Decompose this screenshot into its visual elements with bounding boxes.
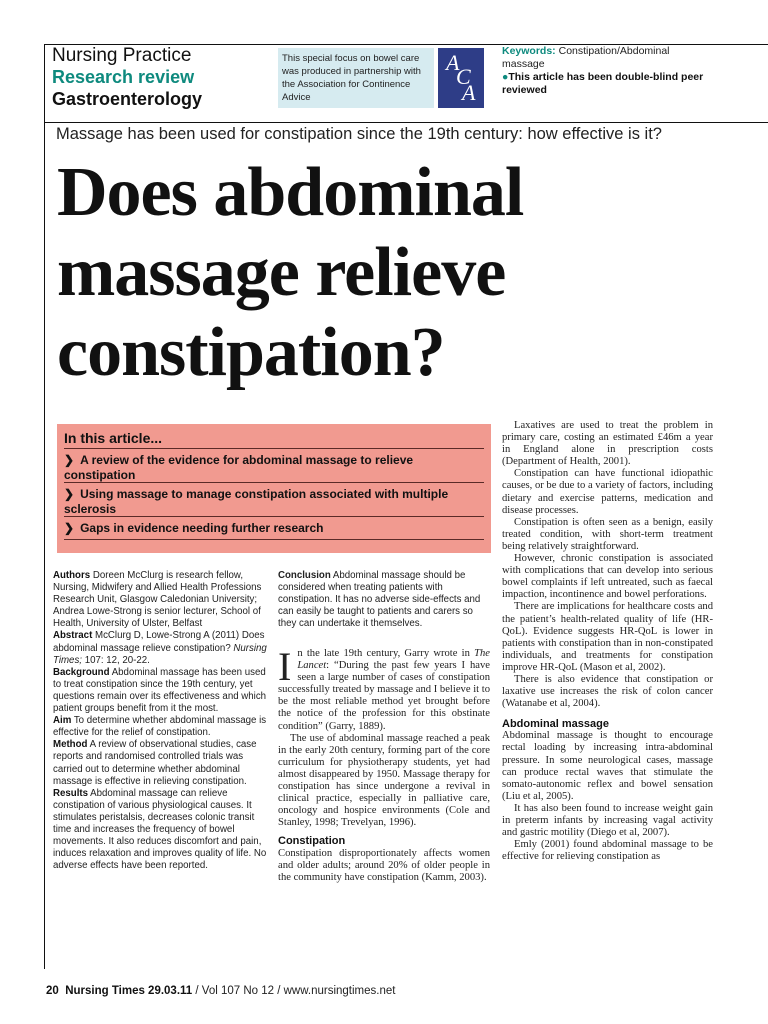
left-margin-rule — [44, 44, 45, 969]
abstract-para: Abstract McClurg D, Lowe-Strong A (2011) Does abdominal massage relieve constipation? Nursing Times; 107: 12, 20-22. — [53, 630, 267, 666]
headline — [57, 153, 757, 393]
section-topic: Gastroenterology — [52, 89, 203, 109]
body-column-3 — [502, 420, 713, 863]
body-para: Emly (2001) found abdominal massage to be effective for relieving constipation as — [502, 839, 713, 863]
article-point: ❯ Using massage to manage constipation associated with multiple sclerosis — [64, 482, 484, 517]
standfirst: Massage has been used for constipation since the 19th century: how effective is it? — [56, 125, 662, 143]
body-para: Constipation can have functional idiopathic causes, or be due to a variety of factors, including dietary and exercise patterns, medication and disease processes. — [502, 468, 713, 516]
keywords-label: Keywords: — [502, 45, 556, 57]
chevron-right-icon: ❯ — [64, 521, 75, 535]
subheading-constipation: Constipation — [278, 835, 346, 848]
logo-letter-a: A — [446, 50, 460, 75]
volume-and-url: / Vol 107 No 12 / www.nursingtimes.net — [195, 985, 396, 997]
headline-line: massage relieve — [57, 234, 506, 311]
journal-issue: Nursing Times 29.03.11 — [65, 985, 193, 997]
keywords-value: Constipation/Abdominal massage — [502, 45, 670, 70]
body-para: Constipation disproportionately affects women and older adults; around 20% of older people in the community have constipation (Kamm, 2003). — [278, 847, 490, 883]
body-para: There are implications for healthcare costs and the patient’s health-related quality of life (HR-QoL). Evidence suggests HR-QoL is lower in patients with constipation than in non-constipated individuals, and treatments for constipation improve HR-QoL (Mason et al, 2002). — [502, 601, 713, 673]
results-para: Results Abdominal massage can relieve constipation of various physiological causes. It stimulates peristalsis, decreases colonic transit time and increases the frequency of bowel movements. It also reduces discomfort and pain, induces relaxation and improves quality of life. No adverse effects have been reported. — [53, 787, 267, 872]
abstract-column — [53, 570, 267, 872]
headline-line: constipation? — [57, 314, 445, 391]
chevron-right-icon: ❯ — [64, 453, 75, 467]
body-para: There is also evidence that constipation or laxative use increases the risk of colon cancer (Watanabe et al, 2004). — [502, 673, 713, 710]
aca-logo — [438, 48, 484, 108]
body-para: However, chronic constipation is associated with complications that can develop into serious bowel complaints if left untreated, such as faecal impaction, incontinence and bowel perforations. — [502, 553, 713, 601]
page-number: 20 — [46, 985, 59, 997]
bullet-icon: ● — [502, 71, 509, 83]
background-para: Background Abdominal massage has been used to treat constipation since the 19th century, yet questions remain over its effectiveness and which patient groups benefit from it the most. — [53, 666, 267, 715]
drop-cap: I — [278, 644, 292, 689]
body-para: It has also been found to increase weight gain in preterm infants by increasing vagal activity and gastric motility (Diego et al, 2007). — [502, 802, 713, 839]
method-para: Method A review of observational studies, case reports and randomised controlled trials was carried out to determine whether abdominal massage is effective in relieving constipation. — [53, 739, 257, 787]
page-footer — [46, 985, 395, 997]
article-point: ❯ A review of the evidence for abdominal massage to relieve constipation — [64, 448, 484, 483]
partner-note: This special focus on bowel care was produced in partnership with the Association for Continence Advice — [278, 48, 434, 108]
aim-para: Aim To determine whether abdominal massage is effective for the relief of constipation. — [53, 715, 267, 739]
section-sublabel: Research review — [52, 67, 195, 87]
conclusion-para: Conclusion Abdominal massage should be considered when treating patients with constipation. It has no adverse side-effects and can easily be taught to patients and carers so they can undertake it themselves. — [278, 570, 481, 630]
chevron-right-icon: ❯ — [64, 487, 75, 501]
headline-line: Does abdominal — [57, 154, 524, 231]
conclusion-block — [278, 570, 490, 630]
article-point: ❯ Gaps in evidence needing further research — [64, 516, 484, 536]
body-para: The use of abdominal massage reached a peak in the early 20th century, forming part of the core curriculum for physiotherapy students, yet had almost disappeared by 1950. Massage therapy for constipation has since undergone a revival in clinical practice, especially in palliative care, oncology and hospice environments (Cole and Stanley, 1998; Trevelyan, 1996). — [278, 732, 490, 829]
keywords-block — [502, 45, 712, 97]
section-label: Nursing Practice — [52, 45, 192, 66]
header-bottom-rule — [44, 122, 768, 123]
logo-letter-c: C — [456, 64, 471, 89]
body-column-2 — [278, 644, 490, 884]
subheading-abdominal-massage: Abdominal massage — [502, 718, 609, 731]
box-divider — [64, 539, 484, 540]
authors-para: Authors Doreen McClurg is research fellow, Nursing, Midwifery and Allied Health Professions Research Unit, Glasgow Caledonian University; Andrea Lowe-Strong is senior lecturer, School of Health, University of Ulster, Belfast — [53, 570, 262, 630]
body-para: In the late 19th century, Garry wrote in The Lancet: “During the past few years I have seen a large number of cases of constipation successfully treated by massage and I believe it to be the most reliable method yet brought before the notice of the profession for this obstinate condition” (Garry, 1889). — [278, 644, 490, 732]
body-para: Constipation is often seen as a benign, easily treated condition, with short-term treatment being relatively straightforward. — [502, 516, 713, 552]
body-para: Abdominal massage is thought to encourage rectal loading by increasing intra-abdominal pressure. In some neurological cases, massage can produce rectal waves that stimulate the somato-autonomic reflex and bowel sensation (Liu et al, 2005). — [502, 730, 713, 802]
body-para: Laxatives are used to treat the problem in primary care, costing an estimated £46m a year in England alone in prescription costs (Department of Health, 2001). — [502, 420, 713, 468]
peer-review-note: ●This article has been double-blind peer reviewed — [502, 71, 704, 96]
in-this-article-title: In this article... — [64, 430, 163, 446]
logo-letter-a2: A — [462, 80, 476, 105]
